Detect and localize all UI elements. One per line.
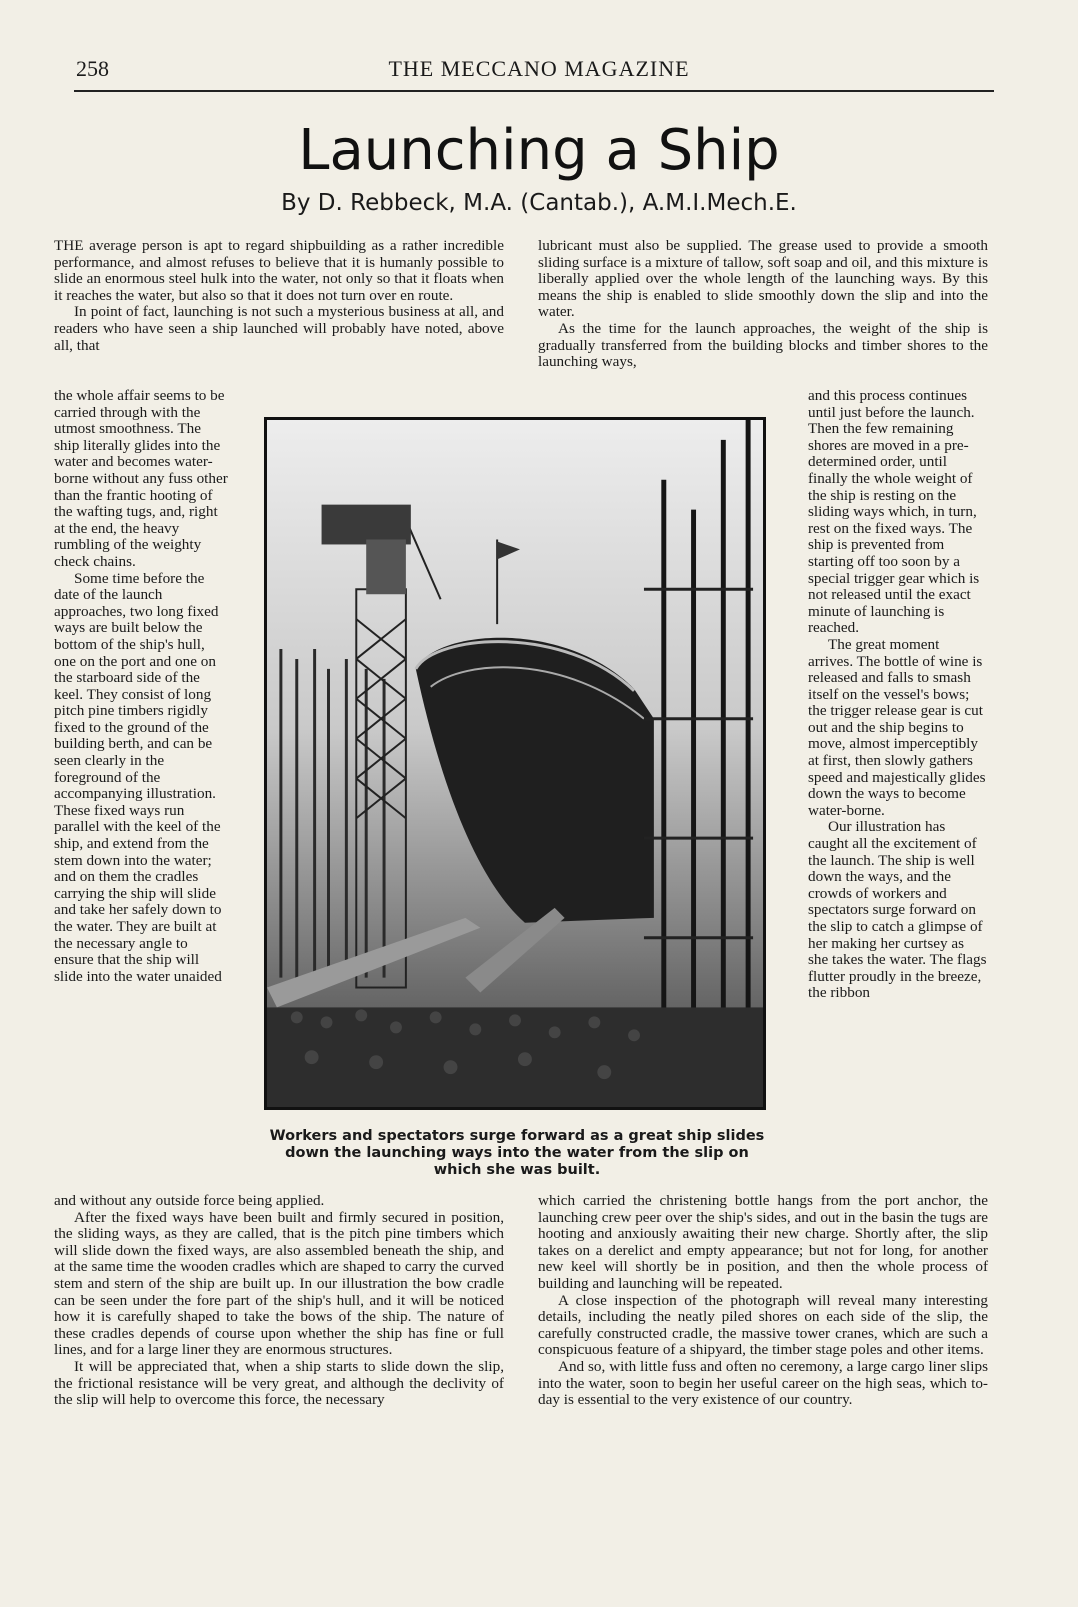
paragraph: A close inspection of the photograph will reveal many interesting details, including the neatly piled shores on each side of the slip, the carefully constructed cradle, the massive tower cranes, which are such a conspicuous feature of a shipyard, the timber stage poles and other items. [538,1291,988,1359]
paragraph: lubricant must also be supplied. The grease used to provide a smooth sliding surface is a mixture of tallow, soft soap and oil, and this mixture is liberally applied over the whole length of the launching ways. By this means the ship is enabled to slide smoothly down the slip and into the water. [538,237,988,321]
paragraph: As the time for the launch approaches, the weight of the ship is gradually transferred from the building blocks and timber shores to the launching ways, [538,319,988,371]
col2-bottom [538,1193,988,1409]
magazine-title: THE MECCANO MAGAZINE [388,56,690,81]
ship-illustration [267,420,763,1107]
paragraph: which carried the christening bottle hangs from the port anchor, the launching crew peer over the ship's sides, and out in the basin the tugs are hooting and anxiously awaiting their new charge. Shortly after, the slip takes on a derelict and empty appearance; but not for long, for another new keel will shortly be in position, and then the whole process of building and launching will be repeated. [538,1192,988,1292]
paragraph: It will be appreciated that, when a ship starts to slide down the slip, the frictional resistance will be very great, and although the declivity of the slip will help to overcome this force, the necessary [54,1357,504,1409]
paragraph: Some time before the date of the launch approaches, two long fixed ways are built below the bottom of the ship's hull, one on the port and one on the starboard side of the keel. They consist of long pitch pine timbers rigidly fixed to the ground of the building berth, and can be seen clearly in the foreground of the accompanying illustration. These fixed ways run parallel with the keel of the ship, and extend from the stem down into the water; and on them the cradles carrying the ship will slide and take her safely down to the water. They are built at the necessary angle to ensure that the ship will slide into the water unaided [54,569,222,985]
paragraph: THE average person is apt to regard shipbuilding as a rather incredible performance, and almost refuses to believe that it is humanly possible to slide an enormous steel hulk into the water, not only so that it floats when it reaches the water, but also so that it does not turn over en route. [54,237,504,304]
photo-caption: Workers and spectators surge forward as a great ship slides down the launching ways into the water from the slip on which she was built. [269,1128,765,1178]
paragraph: The great moment arrives. The bottle of wine is released and falls to smash itself on the vessel's bows; the trigger release gear is cut out and the ship begins to move, almost imperceptibly at first, then slowly gathers speed and majestically glides down the ways to become water-borne. [808,635,986,819]
page-number: 258 [76,56,109,81]
paragraph: In point of fact, launching is not such a mysterious business at all, and readers who have seen a ship launched will probably have noted, above all, that [54,303,504,354]
ship-launch-photo [264,417,766,1110]
col2-top [538,238,988,371]
article-title: Launching a Ship [298,118,780,183]
paragraph: After the fixed ways have been built and firmly secured in position, the sliding ways, as they are called, that is the pitch pine timbers which will slide down the fixed ways, are also assembled beneath the ship, and at the same time the wooden cradles which are shaped to carry the curved stem and stern of the ship are built up. In our illustration the bow cradle can be seen under the fore part of the ship's hull, and it will be noticed how it is carefully shaped to take the bows of the ship. The nature of these cradles depends of course upon whether the ship has fine or full lines, and for a large liner they are enormous structures. [54,1208,504,1359]
col2-narrow [808,388,988,1002]
col1-bottom [54,1193,504,1409]
col1-narrow [54,388,230,985]
paragraph: the whole affair seems to be carried through with the utmost smoothness. The ship literally glides into the water and becomes water-borne without any fuss other than the frantic hooting of the wafting tugs, and, right at the end, the heavy rumbling of the weighty check chains. [54,387,228,570]
paragraph: Our illustration has caught all the excitement of the launch. The ship is well down the ways, and the crowds of workers and spectators surge forward on the slip to catch a glimpse of her making her curtsey as she takes the water. The flags flutter proudly in the breeze, the ribbon [808,818,987,1002]
header-rule [74,90,994,92]
paragraph: and this process continues until just before the launch. Then the few remaining shores are moved in a pre-determined order, until finally the whole weight of the ship is resting on the sliding ways which, in turn, rest on the fixed ways. The ship is prevented from starting off too soon by a special trigger gear which is not released until the exact minute of launching is reached. [808,387,980,637]
paragraph: and without any outside force being applied. [54,1192,325,1209]
paragraph: And so, with little fuss and often no ceremony, a large cargo liner slips into the water, soon to begin her useful career on the high seas, which to-day is essential to the very existence of our country. [538,1357,988,1409]
col1-top [54,238,504,354]
article-byline: By D. Rebbeck, M.A. (Cantab.), A.M.I.Mech.E. [281,190,797,216]
